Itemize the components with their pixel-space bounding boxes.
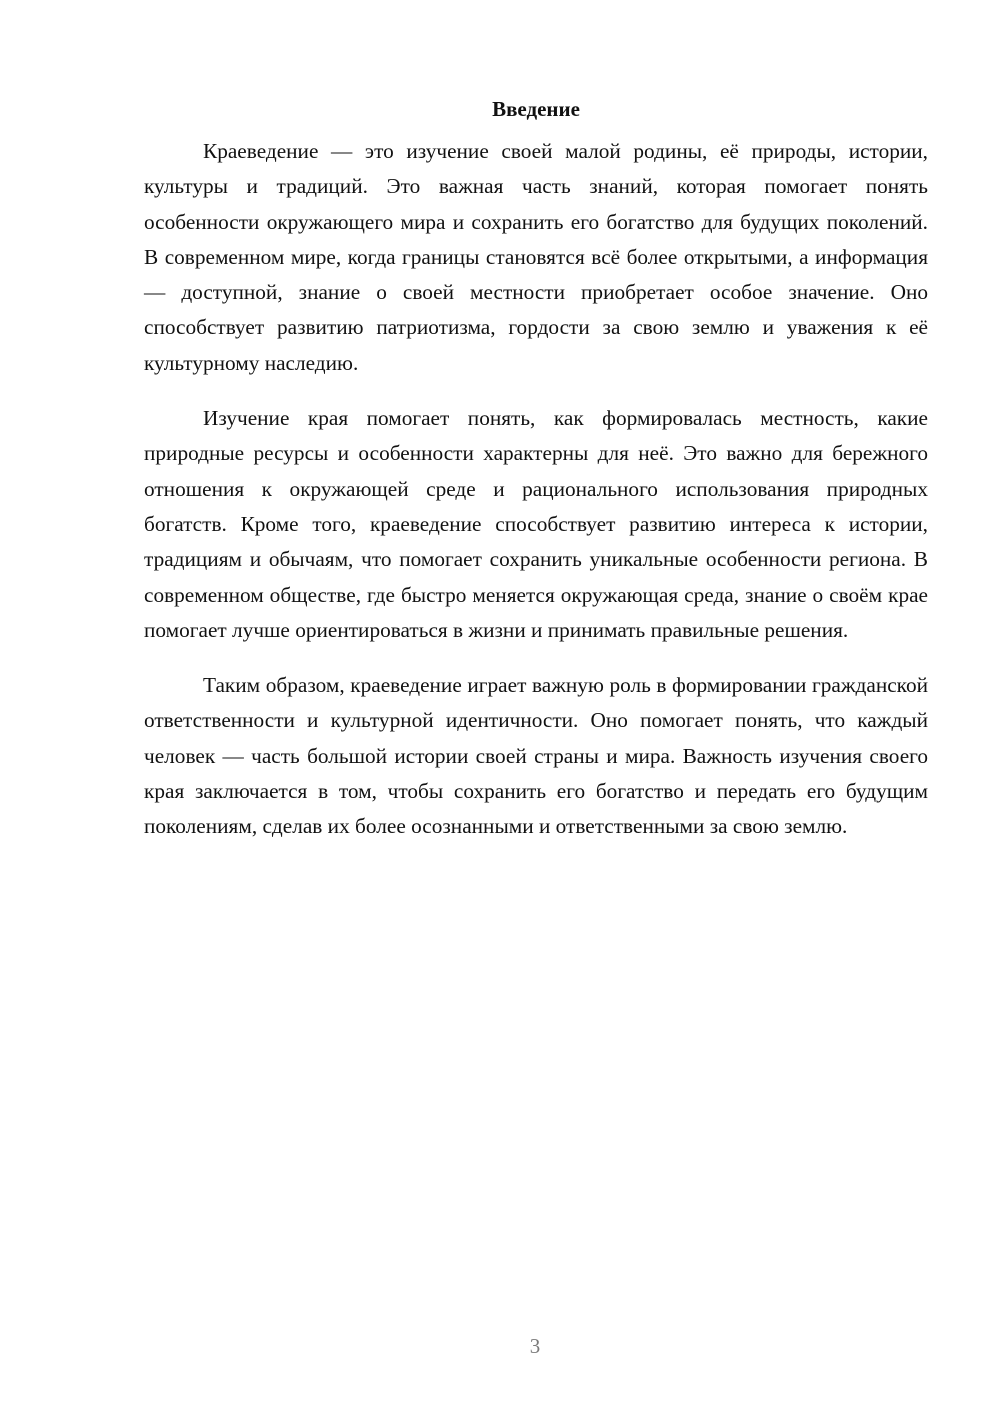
paragraph-2: Изучение края помогает понять, как формировалась местность, какие природные ресурсы и особенности характерны для неё. Это важно для бережного отношения к окружающей среде и рационального использования природных богатств. Кроме того, краеведение способствует развитию интереса к истории, традициям и обычаям, что помогает сохранить уникальные особенности региона. В современном обществе, где быстро меняется окружающая среда, знание о своём крае помогает лучше ориентироваться в жизни и принимать правильные решения. — [144, 406, 928, 642]
paragraph-3: Таким образом, краеведение играет важную роль в формировании гражданской ответственности и культурной идентичности. Оно помогает понять, что каждый человек — часть большой истории своей страны и мира. Важность изучения своего края заключается в том, чтобы сохранить его богатство и передать его будущим поколениям, сделав их более осознанными и ответственными за свою землю. — [144, 673, 928, 839]
section-heading: Введение — [492, 97, 580, 121]
paragraph-1: Краеведение — это изучение своей малой родины, её природы, истории, культуры и традиций. Это важная часть знаний, которая помогает понять особенности окружающего мира и сохранить его богатство для будущих поколений. В современном мире, когда границы становятся всё более открытыми, а информация — доступной, знание о своей местности приобретает особое значение. Оно способствует развитию патриотизма, гордости за свою землю и уважения к её культурному наследию. — [144, 139, 928, 375]
page-number: 3 — [529, 1334, 541, 1358]
document-body — [144, 94, 928, 865]
